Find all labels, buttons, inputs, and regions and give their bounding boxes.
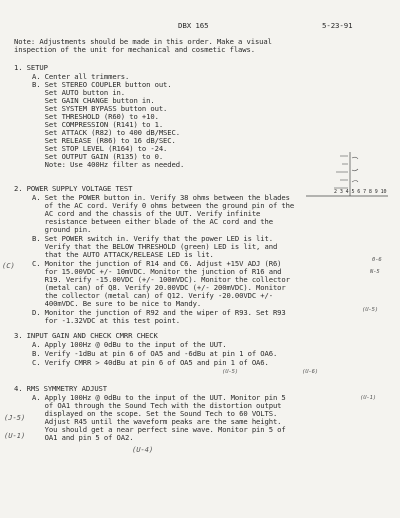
margin-note-oa5: (U-5) bbox=[222, 369, 239, 375]
s2-line-13: the collector (metal can) of Q12. Verify -20.00VDC +/- bbox=[32, 291, 273, 300]
s2-line-11: R19. Verify -15.00VDC (+/- 100mVDC). Monitor the collector bbox=[32, 275, 290, 284]
s4-line-3: displayed on the scope. Set the Sound Tech to 60 VOLTS. bbox=[32, 409, 278, 418]
section-2-heading: 2. POWER SUPPLY VOLTAGE TEST bbox=[14, 184, 133, 193]
s1-line-9: Set RELEASE (R86) to 16 dB/SEC. bbox=[32, 136, 176, 145]
margin-note-r16: N-5 bbox=[370, 269, 380, 275]
margin-note-d: (U-5) bbox=[362, 307, 379, 313]
s3-line-2: B. Verify -1dBu at pin 6 of OA5 and -6dBu at pin 1 of OA6. bbox=[32, 349, 278, 358]
s2-line-2: of the AC cord. Verify 0 ohms between the ground pin of the bbox=[32, 201, 295, 210]
document-title: DBX 165 bbox=[178, 21, 209, 30]
s4-line-1: A. Apply 100Hz @ 0dBu to the input of the UUT. Monitor pin 5 bbox=[32, 393, 286, 402]
intro-line-1: Note: Adjustments should be made in this order. Make a visual bbox=[14, 37, 272, 46]
s2-line-1: A. Set the POWER button in. Verify 38 ohms between the blades bbox=[32, 193, 290, 202]
s4-line-5: You should get a near perfect sine wave. Monitor pin 5 of bbox=[32, 425, 286, 434]
intro-line-2: inspection of the unit for mechanical and cosmetic flaws. bbox=[14, 45, 255, 54]
s1-line-7: Set COMPRESSION (R141) to 1. bbox=[32, 120, 164, 129]
setup-sketch-diagram bbox=[300, 150, 392, 208]
s3-line-3: C. Verify CMRR > 40dBu at pin 6 of OA5 and pin 1 of OA6. bbox=[32, 358, 269, 367]
margin-note-r6: 0-6 bbox=[372, 257, 382, 263]
section-4-heading: 4. RMS SYMMETRY ADJUST bbox=[14, 384, 107, 393]
s2-line-15: D. Monitor the junction of R92 and the wiper of R93. Set R93 bbox=[32, 308, 286, 317]
s1-line-4: Set GAIN CHANGE button in. bbox=[32, 96, 155, 105]
section-3-heading: 3. INPUT GAIN AND CHECK CMRR CHECK bbox=[14, 331, 158, 340]
s3-line-1: A. Apply 100Hz @ 0dBu to the input of the UUT. bbox=[32, 340, 227, 349]
s1-line-12: Note: Use 400Hz filter as needed. bbox=[32, 160, 185, 169]
s1-line-8: Set ATTACK (R82) to 400 dB/MSEC. bbox=[32, 128, 180, 137]
margin-note-rms-a: (U-1) bbox=[360, 395, 377, 401]
s2-line-8: that the AUTO ATTACK/RELEASE LED is lit. bbox=[32, 250, 214, 259]
s2-line-6: B. Set POWER switch in. Verify that the power LED is lit. bbox=[32, 234, 273, 243]
s2-line-4: resistance between either blade of the AC cord and the bbox=[32, 217, 273, 226]
s2-line-5: ground pin. bbox=[32, 225, 92, 234]
s1-line-11: Set OUTPUT GAIN (R135) to 0. bbox=[32, 152, 164, 161]
margin-note-rms-bottom: (U-4) bbox=[132, 445, 154, 454]
s1-line-10: Set STOP LEVEL (R164) to -24. bbox=[32, 144, 168, 153]
s2-line-3: AC cord and the chassis of the UUT. Verify infinite bbox=[32, 209, 261, 218]
s2-line-7: Verify that the BELOW THRESHOLD (green) LED is lit, and bbox=[32, 242, 278, 251]
s2-line-10: for 15.00VDC +/- 10mVDC. Monitor the junction of R16 and bbox=[32, 267, 282, 276]
margin-note-rms-left-a: (J-5) bbox=[4, 413, 26, 422]
margin-note-c: (C) bbox=[2, 261, 15, 270]
s4-line-2: of OA1 through the Sound Tech with the distortion output bbox=[32, 401, 282, 410]
s4-line-4: Adjust R45 until the waveform peaks are the same height. bbox=[32, 417, 282, 426]
s2-line-14: 400mVDC. Be sure to be nice to Mandy. bbox=[32, 299, 202, 308]
setup-sketch-label: 2 3 4 5 6 7 8 9 10 bbox=[334, 189, 387, 195]
s1-line-2: B. Set STEREO COUPLER button out. bbox=[32, 80, 172, 89]
s2-line-16: for -1.32VDC at this test point. bbox=[32, 316, 180, 325]
section-1-heading: 1. SETUP bbox=[14, 63, 48, 72]
s1-line-6: Set THRESHOLD (R60) to +10. bbox=[32, 112, 159, 121]
margin-note-oa6: (U-6) bbox=[302, 369, 319, 375]
s2-line-12: (metal can) of Q8. Verify 20.00VDC (+/- 200mVDC). Monitor bbox=[32, 283, 286, 292]
margin-note-rms-left-b: (U-1) bbox=[4, 431, 26, 440]
s1-line-1: A. Center all trimmers. bbox=[32, 72, 130, 81]
s2-line-9: C. Monitor the junction of R14 and C6. Adjust +15V ADJ (R6) bbox=[32, 259, 282, 268]
document-date: 5-23-91 bbox=[322, 21, 353, 30]
s4-line-6: OA1 and pin 5 of OA2. bbox=[32, 433, 134, 442]
s1-line-5: Set SYSTEM BYPASS button out. bbox=[32, 104, 168, 113]
s1-line-3: Set AUTO button in. bbox=[32, 88, 125, 97]
